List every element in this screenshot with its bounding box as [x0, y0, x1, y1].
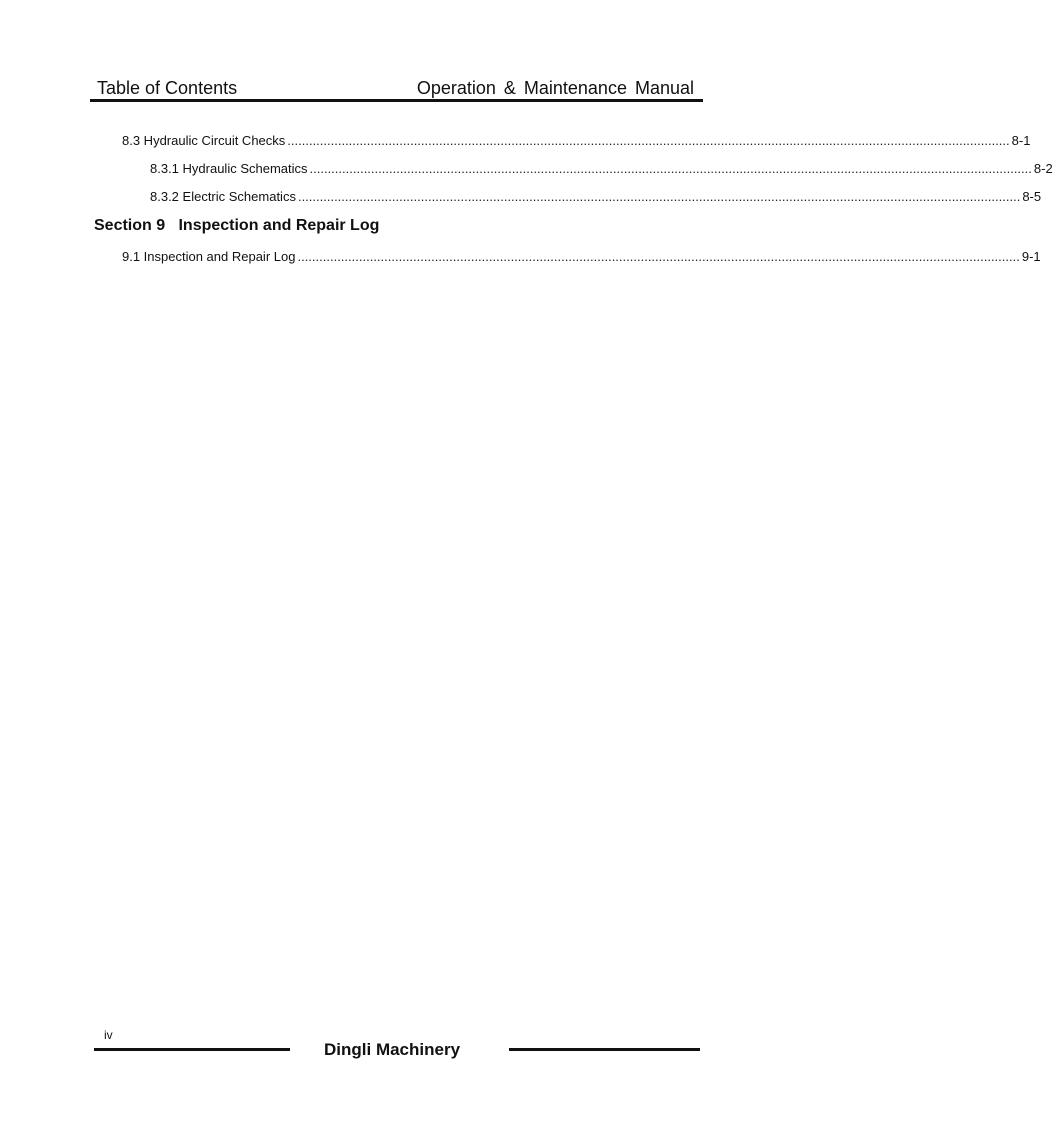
toc-leader-dots: ........................................................................................................................................................................................................: [297, 249, 1020, 264]
header-title-left: Table of Contents: [97, 78, 238, 98]
footer-divider-right: [509, 1048, 700, 1051]
page-number: iv: [104, 1028, 113, 1042]
header-divider: [90, 99, 703, 102]
toc-entry-title: 8.3 Hydraulic Circuit Checks: [122, 133, 286, 148]
header-title-right: Operation & Maintenance Manual: [416, 78, 694, 98]
toc-leader-dots: ........................................................................................................................................................................................................: [309, 161, 1032, 176]
toc-entry-page: 9-1: [1021, 249, 1041, 264]
toc-entry[interactable]: [150, 161, 1053, 177]
toc-entry-page: 8-1: [1011, 133, 1031, 148]
toc-entry-title: 9.1 Inspection and Repair Log: [122, 249, 296, 264]
toc-entry-title: 8.3.1 Hydraulic Schematics: [150, 161, 308, 176]
toc-entry-page: 8-5: [1022, 189, 1042, 204]
section-heading[interactable]: Section 9 Inspection and Repair Log: [94, 217, 380, 234]
toc-leader-dots: ........................................................................................................................................................................................................: [297, 189, 1021, 204]
footer-divider-left: [94, 1048, 290, 1051]
toc-leader-dots: ........................................................................................................................................................................................................: [287, 133, 1010, 148]
toc-entry[interactable]: [150, 189, 1042, 205]
footer-brand: Dingli Machinery: [324, 1040, 461, 1059]
toc-entry-page: 8-2: [1033, 161, 1053, 176]
toc-entry[interactable]: [122, 249, 1041, 265]
toc-entry[interactable]: [122, 133, 1031, 149]
toc-entry-title: 8.3.2 Electric Schematics: [150, 189, 296, 204]
